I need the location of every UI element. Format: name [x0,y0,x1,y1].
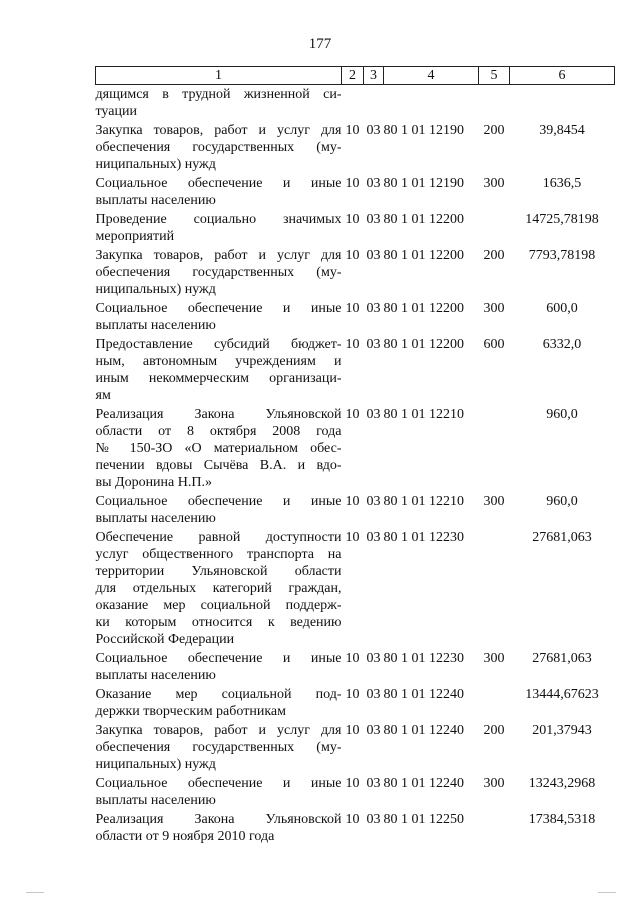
subsection-code: 03 [366,530,381,545]
table-row [96,405,615,492]
row-name-line: Проведение социально значимых [95,212,342,227]
target-article-code: 80 1 01 12190 [383,176,464,191]
amount: 13243,2968 [528,776,596,791]
row-name [96,492,342,528]
row-name-line: вы Доронина Н.П.» [95,475,212,490]
row-name-line: Закупка товаров, работ и услуг для [95,248,342,263]
subsection-code: 03 [366,776,381,791]
expense-type-code [479,810,510,846]
row-name-line: территории Ульяновской области [95,564,342,579]
section-code: 10 [345,337,360,352]
expense-type-code: 300 [483,494,505,509]
subsection-code: 03 [366,687,381,702]
table-body [96,85,615,847]
row-name-line: № 150-ЗО «О материальном обес- [95,441,342,456]
row-name-line: области от 8 октября 2008 года [95,424,342,439]
row-name-line: Социальное обеспечение и иные [95,651,342,666]
row-name-line: обеспечения государственных (му- [95,265,342,280]
expense-type-code: 300 [483,176,505,191]
expense-type-code: 200 [483,723,505,738]
amount: 600,0 [546,301,578,316]
subsection-code: 03 [366,651,381,666]
target-article-code [384,85,479,122]
amount: 960,0 [546,407,578,422]
amount: 960,0 [546,494,578,509]
row-name-line: Оказание мер социальной под- [95,687,342,702]
scan-mark-right: —— [598,887,616,897]
subsection-code: 03 [366,212,381,227]
section-code: 10 [345,301,360,316]
amount: 201,37943 [532,723,592,738]
subsection-code: 03 [366,337,381,352]
target-article-code: 80 1 01 12210 [383,407,464,422]
target-article-code: 80 1 01 12240 [383,723,464,738]
target-article-code: 80 1 01 12210 [383,494,464,509]
section-code: 10 [345,723,360,738]
row-name-line: Закупка товаров, работ и услуг для [95,723,342,738]
row-name-line: Социальное обеспечение и иные [95,494,342,509]
row-name-line: Предоставление субсидий бюджет- [95,337,342,352]
row-name-line: Реализация Закона Ульяновской [95,407,342,422]
expense-type-code [479,405,510,492]
row-name-line: ниципальных) нужд [95,157,216,172]
header-col-5: 5 [479,67,510,85]
amount: 13444,67623 [525,687,599,702]
expense-type-code: 200 [483,123,505,138]
target-article-code: 80 1 01 12200 [383,337,464,352]
table-row [96,335,615,405]
row-name [96,774,342,810]
row-name [96,210,342,246]
expense-type-code: 300 [483,651,505,666]
expense-type-code [479,210,510,246]
scan-mark-left: —— [26,887,44,897]
amount [510,85,615,122]
page-number: 177 [308,36,332,52]
budget-table [95,66,615,846]
row-name-line: Реализация Закона Ульяновской [95,812,342,827]
row-name [96,246,342,299]
row-name-line: Социальное обеспечение и иные [95,776,342,791]
subsection-code: 03 [366,123,381,138]
expense-type-code [479,528,510,649]
row-name-line: ниципальных) нужд [95,757,216,772]
row-name [96,335,342,405]
row-name-line: туации [95,104,137,119]
row-name-line: ниципальных) нужд [95,282,216,297]
row-name-line: выплаты населению [95,318,216,333]
amount: 27681,063 [532,530,592,545]
row-name-line: выплаты населению [95,511,216,526]
row-name-line: иным некоммерческим организаци- [95,371,342,386]
amount: 39,8454 [539,123,585,138]
table-row [96,492,615,528]
row-name [96,721,342,774]
row-name-line: ным, автономным учреждениям и [95,354,342,369]
amount: 17384,5318 [528,812,596,827]
row-name-line: держки творческим работникам [95,704,286,719]
table-row [96,774,615,810]
row-name-line: услуг общественного транспорта на [95,547,342,562]
row-name-line: Обеспечение равной доступности [95,530,342,545]
row-name-line: области от 9 ноября 2010 года [95,829,275,844]
expense-type-code: 200 [483,248,505,263]
table-row [96,210,615,246]
row-name-line: оказание мер социальной поддерж- [95,598,342,613]
header-col-1: 1 [96,67,342,85]
row-name-line: ям [95,388,111,403]
subsection-code [364,85,384,122]
row-name [96,528,342,649]
expense-type-code: 600 [483,337,505,352]
row-name-line: выплаты населению [95,668,216,683]
expense-type-code: 300 [483,776,505,791]
row-name [96,649,342,685]
target-article-code: 80 1 01 12250 [383,812,464,827]
row-name-line: для отдельных категорий граждан, [95,581,342,596]
row-name-line: обеспечения государственных (му- [95,140,342,155]
subsection-code: 03 [366,176,381,191]
target-article-code: 80 1 01 12200 [383,248,464,263]
table-row [96,528,615,649]
table-row [96,721,615,774]
subsection-code: 03 [366,248,381,263]
section-code: 10 [345,494,360,509]
section-code: 10 [345,776,360,791]
header-col-2: 2 [342,67,364,85]
expense-type-code [479,685,510,721]
row-name-line: дящимся в трудной жизненной си- [95,87,342,102]
row-name-line: Российской Федерации [95,632,235,647]
table-row [96,174,615,210]
table-row [96,246,615,299]
table-row [96,685,615,721]
table-row [96,299,615,335]
subsection-code: 03 [366,494,381,509]
table-row [96,85,615,122]
section-code [342,85,364,122]
target-article-code: 80 1 01 12240 [383,776,464,791]
target-article-code: 80 1 01 12200 [383,301,464,316]
amount: 7793,78198 [528,248,596,263]
subsection-code: 03 [366,812,381,827]
table-row [96,810,615,846]
section-code: 10 [345,407,360,422]
header-col-4: 4 [384,67,479,85]
amount: 6332,0 [542,337,582,352]
row-name [96,685,342,721]
amount: 27681,063 [532,651,592,666]
target-article-code: 80 1 01 12230 [383,651,464,666]
header-col-3: 3 [364,67,384,85]
section-code: 10 [345,176,360,191]
row-name-line: выплаты населению [95,793,216,808]
row-name-line: обеспечения государственных (му- [95,740,342,755]
row-name [96,810,342,846]
row-name-line: мероприятий [95,229,175,244]
section-code: 10 [345,212,360,227]
target-article-code: 80 1 01 12240 [383,687,464,702]
section-code: 10 [345,812,360,827]
row-name-line: Социальное обеспечение и иные [95,301,342,316]
expense-type-code [479,85,510,122]
subsection-code: 03 [366,301,381,316]
row-name-line: печении вдовы Сычёва В.А. и вдо- [95,458,342,473]
row-name-line: выплаты населению [95,193,216,208]
row-name [96,121,342,174]
amount: 1636,5 [542,176,582,191]
row-name [96,85,342,122]
table-row [96,121,615,174]
expense-type-code: 300 [483,301,505,316]
section-code: 10 [345,248,360,263]
amount: 14725,78198 [525,212,599,227]
subsection-code: 03 [366,723,381,738]
row-name-line: Социальное обеспечение и иные [95,176,342,191]
row-name [96,405,342,492]
header-col-6: 6 [510,67,615,85]
subsection-code: 03 [366,407,381,422]
row-name [96,299,342,335]
row-name-line: ки которым относится к ведению [95,615,342,630]
section-code: 10 [345,123,360,138]
section-code: 10 [345,687,360,702]
section-code: 10 [345,530,360,545]
target-article-code: 80 1 01 12200 [383,212,464,227]
table-row [96,649,615,685]
row-name [96,174,342,210]
section-code: 10 [345,651,360,666]
target-article-code: 80 1 01 12190 [383,123,464,138]
row-name-line: Закупка товаров, работ и услуг для [95,123,342,138]
target-article-code: 80 1 01 12230 [383,530,464,545]
table-header-row [96,67,615,85]
